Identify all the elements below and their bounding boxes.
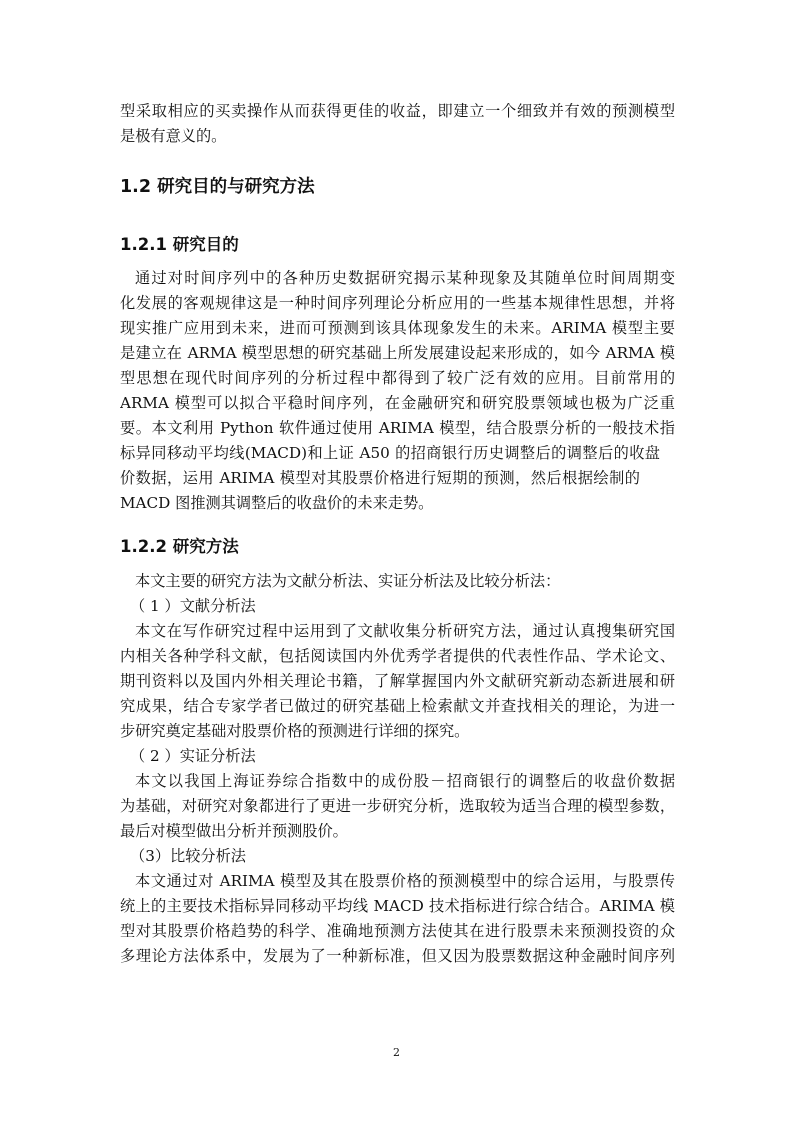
paragraph-line: ARMA 模型可以拟合平稳时间序列，在金融研究和研究股票领域也极为广泛重 (120, 394, 675, 412)
method-item-heading: （ 2 ）实证分析法 (130, 747, 256, 765)
paragraph-line: 现实推广应用到未来，进而可预测到该具体现象发生的未来。ARIMA 模型主要 (120, 319, 675, 337)
paragraph-line: 要。本文利用 Python 软件通过使用 ARIMA 模型，结合股票分析的一般技术指 (120, 419, 675, 437)
paragraph-line: 通过对时间序列中的各种历史数据研究揭示某种现象及其随单位时间周期变 (135, 269, 675, 287)
paragraph-line: 为基础，对研究对象都进行了更进一步研究分析，选取较为适当合理的模型参数， (120, 797, 675, 815)
paragraph-line: MACD 图推测其调整后的收盘价的未来走势。 (120, 494, 434, 512)
paragraph-line: 统上的主要技术指标异同移动平均线 MACD 技术指标进行综合结合。ARIMA 模 (120, 897, 675, 915)
paragraph-line: 型对其股票价格趋势的科学、准确地预测方法使其在进行股票未来预测投资的众 (120, 922, 675, 940)
section-heading: 1.2 研究目的与研究方法 (120, 177, 315, 197)
paragraph-line: 本文在写作研究过程中运用到了文献收集分析研究方法，通过认真搜集研究国 (135, 622, 675, 640)
subsection-heading-methods: 1.2.2 研究方法 (120, 537, 239, 556)
subsection-heading-objective: 1.2.1 研究目的 (120, 235, 239, 254)
paragraph-line: 期刊资料以及国内外相关理论书籍，了解掌握国内外文献研究新动态新进展和研 (120, 672, 675, 690)
paragraph-line: 型思想在现代时间序列的分析过程中都得到了较广泛有效的应用。目前常用的 (120, 369, 675, 387)
method-item-heading: （3）比较分析法 (130, 847, 246, 865)
paragraph-line: 步研究奠定基础对股票价格的预测进行详细的探究。 (120, 722, 470, 740)
paragraph-line: 多理论方法体系中，发展为了一种新标准，但又因为股票数据这种金融时间序列 (120, 947, 675, 965)
paragraph-line: 本文以我国上海证券综合指数中的成份股－招商银行的调整后的收盘价数据 (135, 772, 675, 790)
paragraph-line: 化发展的客观规律这是一种时间序列理论分析应用的一些基本规律性思想，并将 (120, 294, 675, 312)
paragraph-line: 标异同移动平均线(MACD)和上证 A50 的招商银行历史调整后的调整后的收盘 (120, 444, 660, 462)
paragraph-line: 究成果，结合专家学者已做过的研究基础上检索献文并查找相关的理论，为进一 (120, 697, 675, 715)
page-number: 2 (393, 1046, 400, 1059)
paragraph-line: 最后对模型做出分析并预测股价。 (120, 822, 348, 840)
paragraph-line: 是建立在 ARMA 模型思想的研究基础上所发展建设起来形成的，如今 ARMA 模 (120, 344, 675, 362)
paragraph-line: 价数据，运用 ARIMA 模型对其股票价格进行短期的预测，然后根据绘制的 (120, 469, 640, 487)
paragraph-line: 本文通过对 ARIMA 模型及其在股票价格的预测模型中的综合运用，与股票传 (135, 872, 675, 890)
method-item-heading: （ 1 ）文献分析法 (130, 597, 256, 615)
paragraph-line: 型采取相应的买卖操作从而获得更佳的收益，即建立一个细致并有效的预测模型 (120, 102, 675, 120)
paragraph-line: 本文主要的研究方法为文献分析法、实证分析法及比较分析法： (135, 572, 561, 590)
paragraph-line: 内相关各种学科文献，包括阅读国内外优秀学者提供的代表性作品、学术论文、 (120, 647, 675, 665)
paragraph-line: 是极有意义的。 (120, 127, 227, 145)
